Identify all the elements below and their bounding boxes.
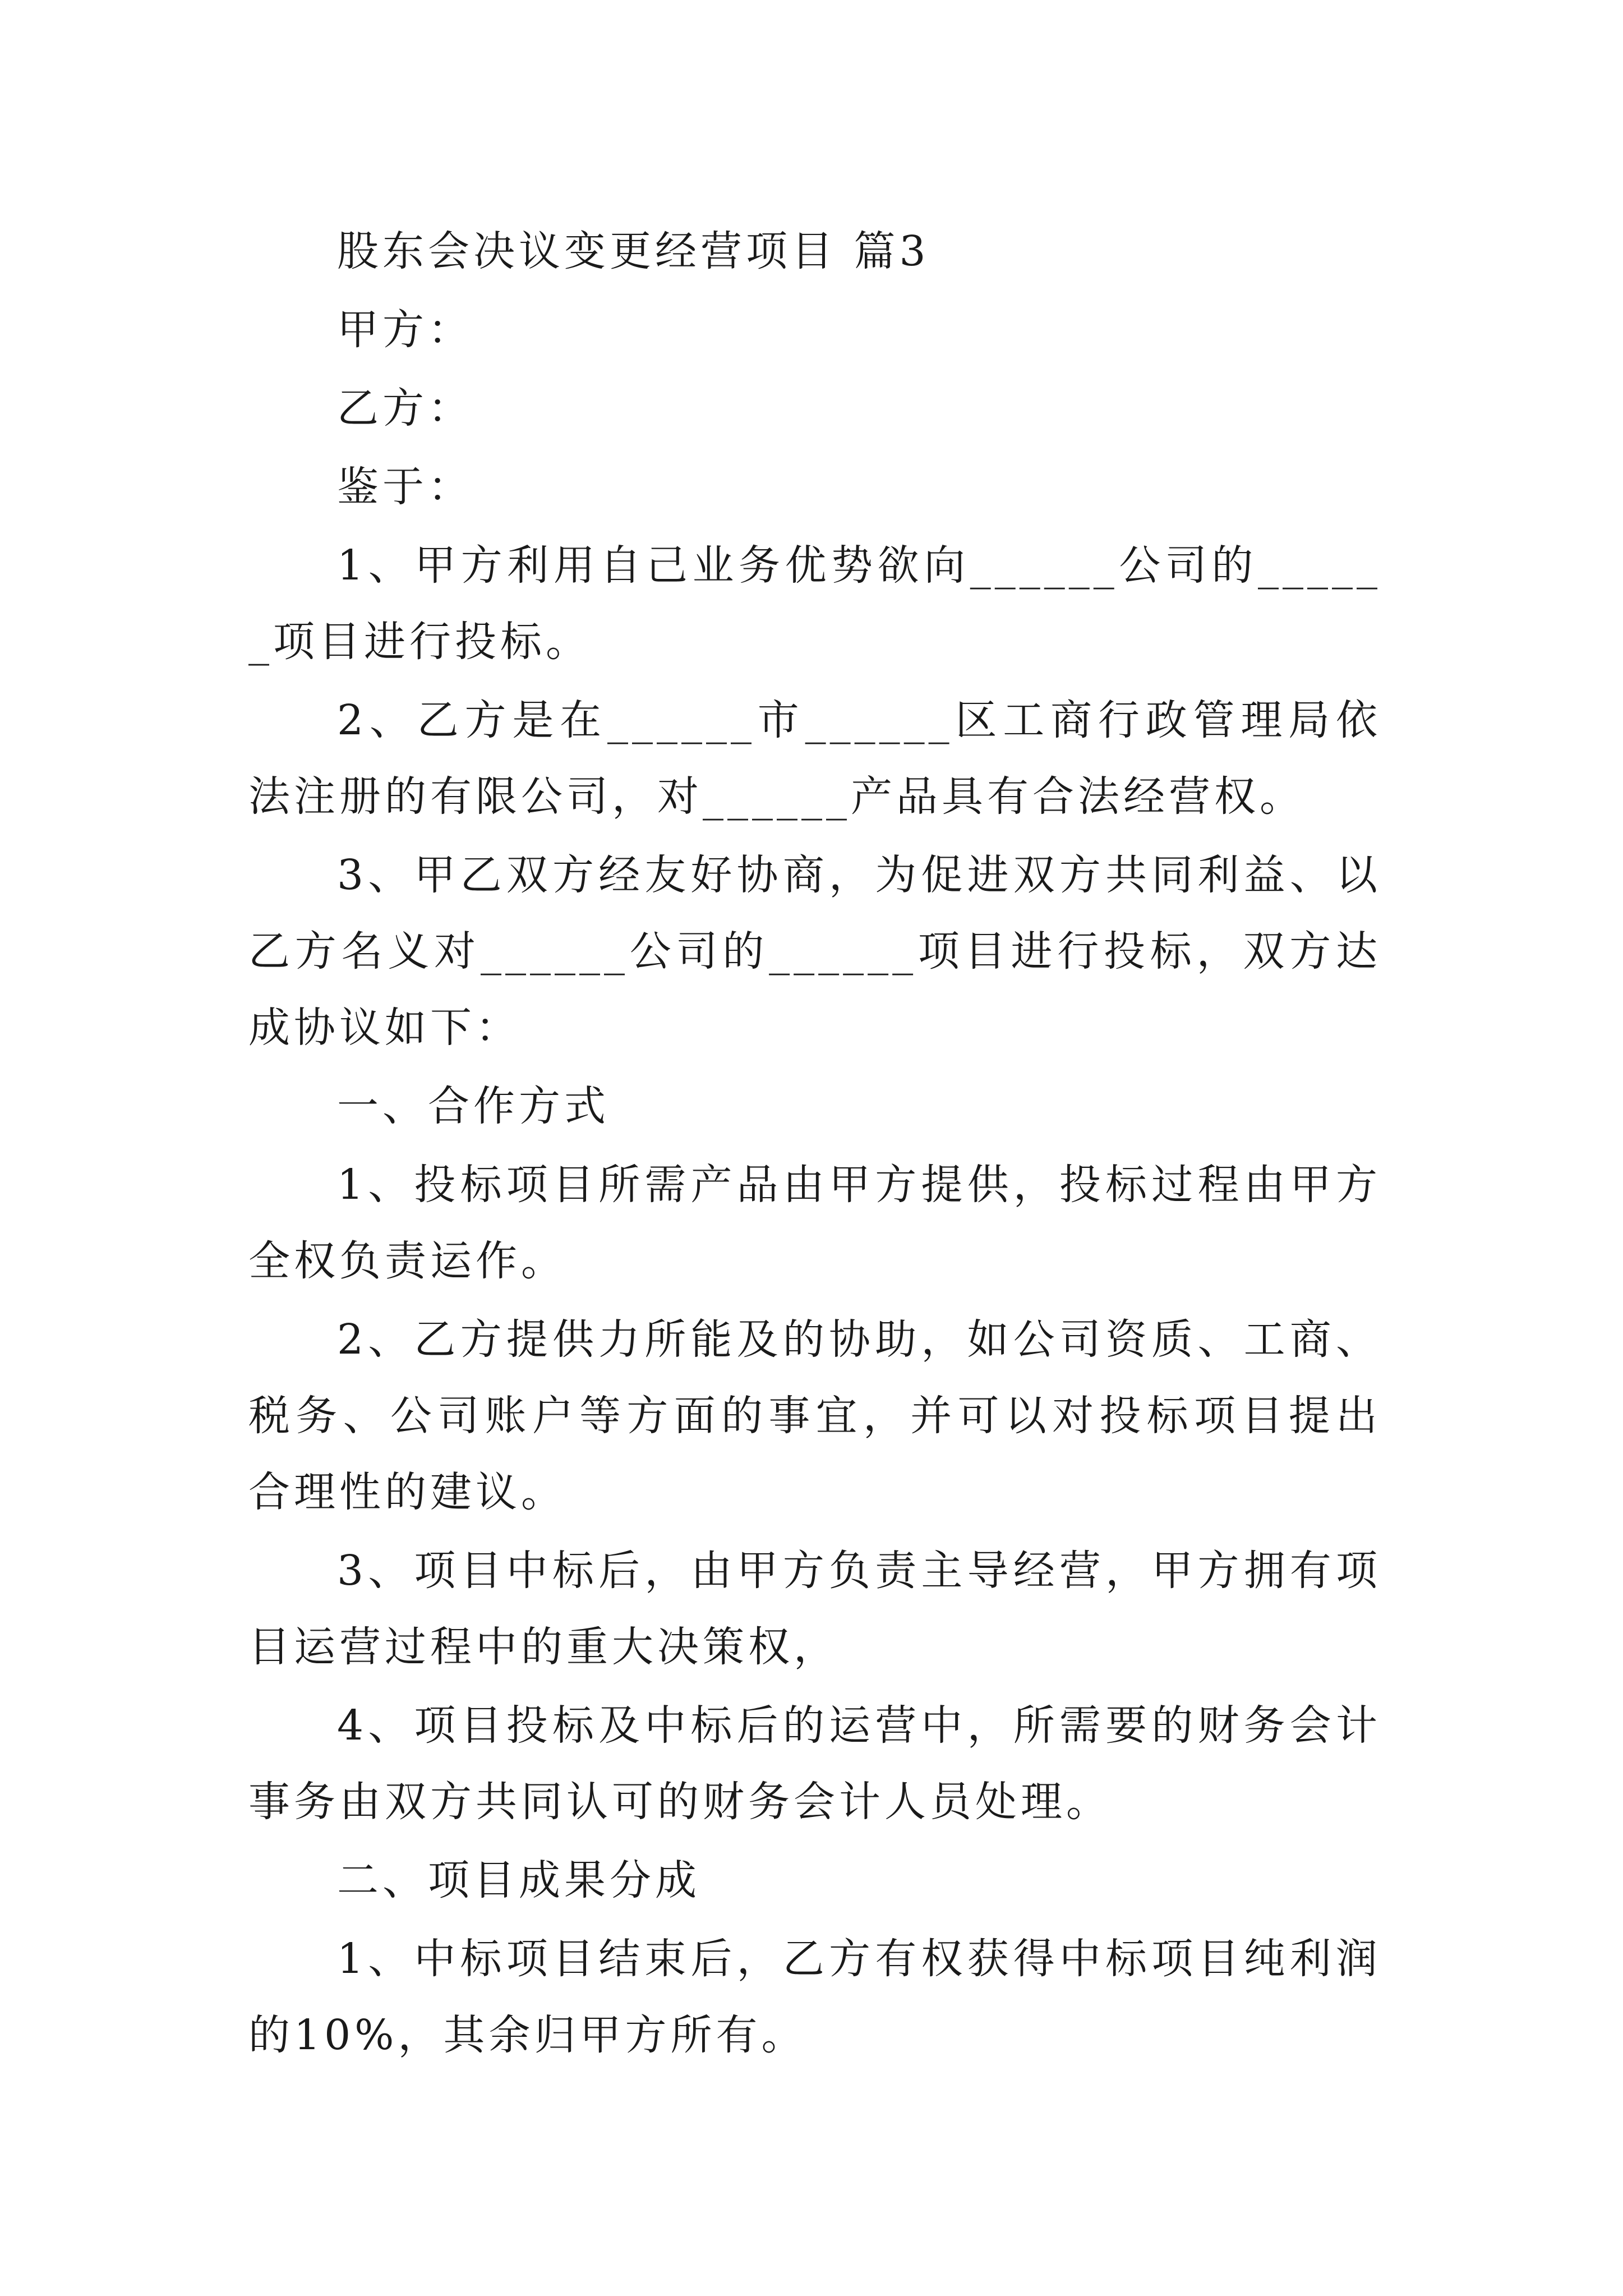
section-heading-profit-share: 二、项目成果分成 [337, 1856, 700, 1904]
party-b-line: 乙方： [337, 384, 473, 432]
whereas-heading: 鉴于： [337, 463, 473, 511]
document-title: 股东会决议变更经营项目 篇3 [337, 227, 930, 275]
recital-3: 3、甲乙双方经友好协商，为促进双方共同利益、以乙方名义对______公司的______项目进行投标，双方达成协议如下： [248, 851, 1381, 1052]
section-heading-cooperation: 一、合作方式 [337, 1082, 610, 1130]
profit-clause-1: 1、中标项目结束后，乙方有权获得中标项目纯利润的10%，其余归甲方所有。 [248, 1935, 1381, 2059]
cooperation-clause-1: 1、投标项目所需产品由甲方提供，投标过程由甲方全权负责运作。 [248, 1161, 1381, 1285]
cooperation-clause-2: 2、乙方提供力所能及的协助，如公司资质、工商、税务、公司账户等方面的事宜，并可以对投标项目提出合理性的建议。 [248, 1315, 1381, 1516]
document-body [248, 213, 1381, 2076]
cooperation-clause-4: 4、项目投标及中标后的运营中，所需要的财务会计事务由双方共同认可的财务会计人员处理。 [248, 1701, 1381, 1826]
cooperation-clause-3: 3、项目中标后，由甲方负责主导经营，甲方拥有项目运营过程中的重大决策权， [248, 1547, 1381, 1671]
party-a-line: 甲方： [337, 306, 473, 354]
recital-2: 2、乙方是在______市______区工商行政管理局依法注册的有限公司，对______产品具有合法经营权。 [248, 696, 1381, 821]
recital-1: 1、甲方利用自己业务优势欲向______公司的______项目进行投标。 [248, 541, 1381, 666]
